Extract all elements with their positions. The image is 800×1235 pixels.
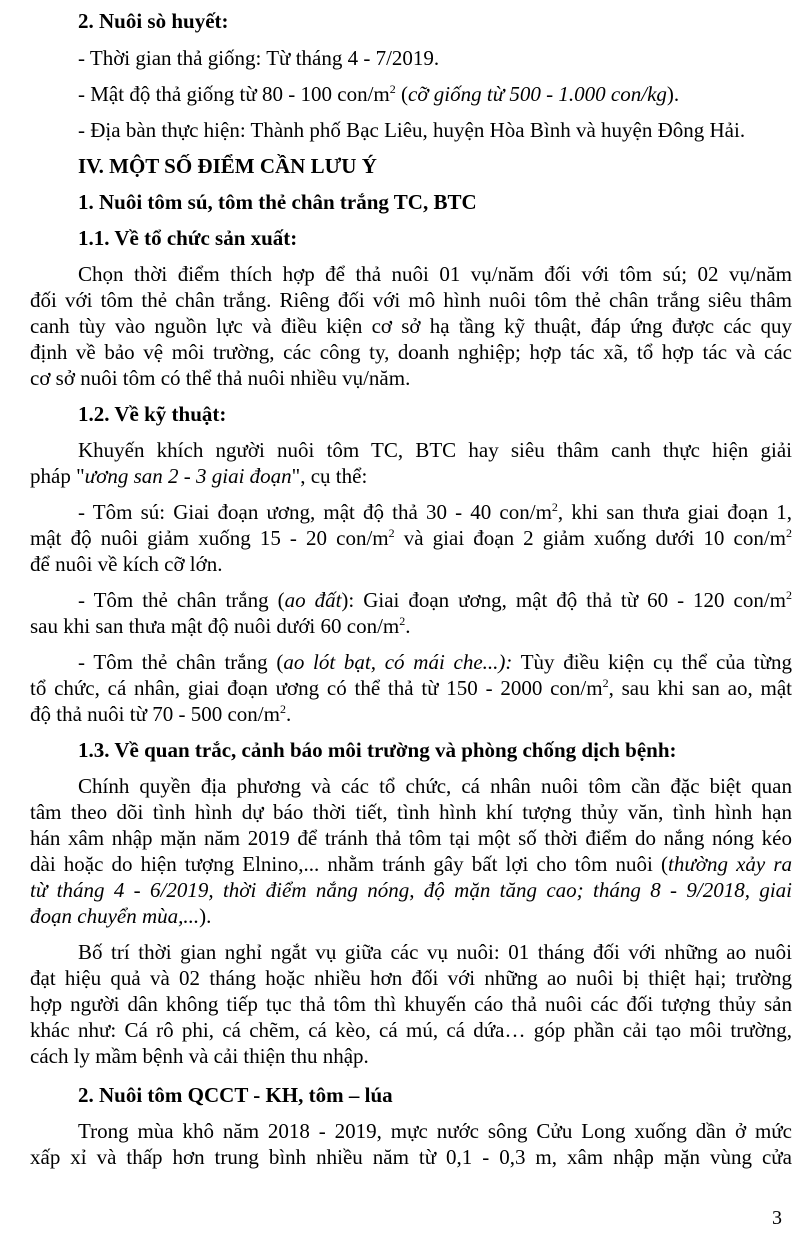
superscript: 2: [399, 614, 406, 628]
paragraph-line: hợp người dân không tiếp tục thả tôm thì khuyến cáo thả nuôi các đối tượng thủy sản: [30, 992, 792, 1016]
italic-text: ao đất: [284, 588, 342, 612]
paragraph-line: [30, 851, 792, 877]
paragraph-line: [78, 81, 679, 107]
text-run: ).: [666, 82, 680, 106]
italic-text: đoạn chuyển mùa,...: [30, 904, 200, 928]
italic-text: ương san 2 - 3 giai đoạn: [84, 464, 292, 488]
paragraph-line: - Địa bàn thực hiện: Thành phố Bạc Liêu, huyện Hòa Bình và huyện Đông Hải.: [78, 118, 746, 142]
paragraph-line: canh tùy vào nguồn lực và điều kiện cơ sở hạ tầng kỹ thuật, đáp ứng được các quy: [30, 314, 792, 338]
superscript: 2: [551, 500, 558, 514]
paragraph-line: Chọn thời điểm thích hợp để thả nuôi 01 vụ/năm đối với tôm sú; 02 vụ/năm: [78, 262, 792, 286]
section-heading-1-1: 1.1. Về tổ chức sản xuất:: [78, 226, 298, 250]
text-run: (: [395, 82, 409, 106]
paragraph-line: [30, 613, 411, 639]
section-heading-1-3: 1.3. Về quan trắc, cảnh báo môi trường và phòng chống dịch bệnh:: [78, 738, 677, 762]
text-run: .: [285, 702, 292, 726]
text-run: - Mật độ thả giống từ 80 - 100 con/m: [78, 82, 390, 106]
text-run: ): Giai đoạn ương, mật độ thả từ 60 - 120 con/m: [341, 588, 786, 612]
section-heading-2: 2. Nuôi tôm QCCT - KH, tôm – lúa: [78, 1083, 393, 1107]
text-run: , sau khi san ao, mật: [608, 676, 793, 700]
paragraph-line: định về bảo vệ môi trường, các công ty, doanh nghiệp; hợp tác xã, tổ hợp tác và các: [30, 340, 792, 364]
text-run: ).: [199, 904, 212, 928]
superscript: 2: [602, 676, 609, 690]
paragraph-line: từ tháng 4 - 6/2019, thời điểm nắng nóng, độ mặn tăng cao; tháng 8 - 9/2018, giai: [30, 878, 792, 902]
paragraph-line: [30, 701, 291, 727]
italic-text: thường xảy ra: [667, 852, 792, 876]
paragraph-line: để nuôi về kích cỡ lớn.: [30, 552, 223, 576]
superscript: 2: [388, 526, 395, 540]
italic-text: ao lót bạt, có mái che...):: [283, 650, 513, 674]
paragraph-line: - Thời gian thả giống: Từ tháng 4 - 7/2019.: [78, 46, 440, 70]
paragraph-line: tâm theo dõi tình hình dự báo thời tiết, tình hình khí tượng thủy văn, tình hình hạn: [30, 800, 792, 824]
text-run: pháp ": [30, 464, 85, 488]
text-run: ", cụ thể:: [291, 464, 368, 488]
text-run: và giai đoạn 2 giảm xuống dưới 10 con/m: [394, 526, 787, 550]
text-run: - Tôm sú: Giai đoạn ương, mật độ thả 30 - 40 con/m: [78, 500, 552, 524]
paragraph-line: xấp xỉ và thấp hơn trung bình nhiều năm từ 0,1 - 0,3 m, xâm nhập mặn vùng cửa: [30, 1145, 792, 1169]
text-run: dài hoặc do hiện tượng Elnino,... nhằm tránh gây bất lợi cho tôm nuôi (: [30, 852, 668, 876]
paragraph-line: [30, 903, 211, 929]
paragraph-line: Bố trí thời gian nghỉ ngắt vụ giữa các vụ nuôi: 01 tháng đối với những ao nuôi: [78, 940, 792, 964]
page-number: 3: [772, 1207, 782, 1229]
paragraph-line: đạt hiệu quả và 02 tháng hoặc nhiều hơn đối với những ao nuôi bị thiệt hại; trường: [30, 966, 792, 990]
paragraph-line: Chính quyền địa phương và các tổ chức, cá nhân nuôi tôm cần đặc biệt quan: [78, 774, 792, 798]
text-run: Tùy điều kiện cụ thể của từng: [512, 650, 793, 674]
paragraph-line: [30, 525, 792, 551]
paragraph-line: khác như: Cá rô phi, cá chẽm, cá kèo, cá mú, cá dứa… góp phần cải tạo môi trường,: [30, 1018, 792, 1042]
text-run: độ thả nuôi từ 70 - 500 con/m: [30, 702, 280, 726]
section-heading-1: 1. Nuôi tôm sú, tôm thẻ chân trắng TC, BTC: [78, 190, 477, 214]
section-heading-nuoi-so-huyet: 2. Nuôi sò huyết:: [78, 9, 229, 33]
italic-text: cỡ giống từ 500 - 1.000 con/kg: [408, 82, 667, 106]
superscript: 2: [786, 588, 792, 602]
paragraph-line: [78, 649, 792, 675]
section-heading-1-2: 1.2. Về kỹ thuật:: [78, 402, 227, 426]
section-heading-iv: IV. MỘT SỐ ĐIỂM CẦN LƯU Ý: [78, 154, 377, 178]
superscript: 2: [389, 82, 396, 96]
text-run: - Tôm thẻ chân trắng (: [78, 650, 284, 674]
text-run: sau khi san thưa mật độ nuôi dưới 60 con/m: [30, 614, 400, 638]
paragraph-line: [30, 463, 367, 489]
paragraph-line: [30, 675, 792, 701]
paragraph-line: đối với tôm thẻ chân trắng. Riêng đối với mô hình nuôi tôm thẻ chân trắng siêu thâm: [30, 288, 792, 312]
text-run: tổ chức, cá nhân, giai đoạn ương có thể thả từ 150 - 2000 con/m: [30, 676, 603, 700]
paragraph-line: Trong mùa khô năm 2018 - 2019, mực nước sông Cửu Long xuống dần ở mức: [78, 1119, 792, 1143]
paragraph-line: [78, 587, 792, 613]
paragraph-line: hán xâm nhập mặn năm 2019 để tránh thả tôm tại một số thời điểm do nắng nóng kéo: [30, 826, 792, 850]
paragraph-line: cơ sở nuôi tôm có thể thả nuôi nhiều vụ/năm.: [30, 366, 411, 390]
text-run: mật độ nuôi giảm xuống 15 - 20 con/m: [30, 526, 389, 550]
superscript: 2: [279, 702, 286, 716]
paragraph-line: cách ly mầm bệnh và cải thiện thu nhập.: [30, 1044, 369, 1068]
paragraph-line: Khuyến khích người nuôi tôm TC, BTC hay siêu thâm canh thực hiện giải: [78, 438, 792, 462]
text-run: .: [405, 614, 411, 638]
text-run: - Tôm thẻ chân trắng (: [78, 588, 285, 612]
text-run: , khi san thưa giai đoạn 1,: [557, 500, 792, 524]
superscript: 2: [786, 526, 793, 540]
paragraph-line: [78, 499, 792, 525]
